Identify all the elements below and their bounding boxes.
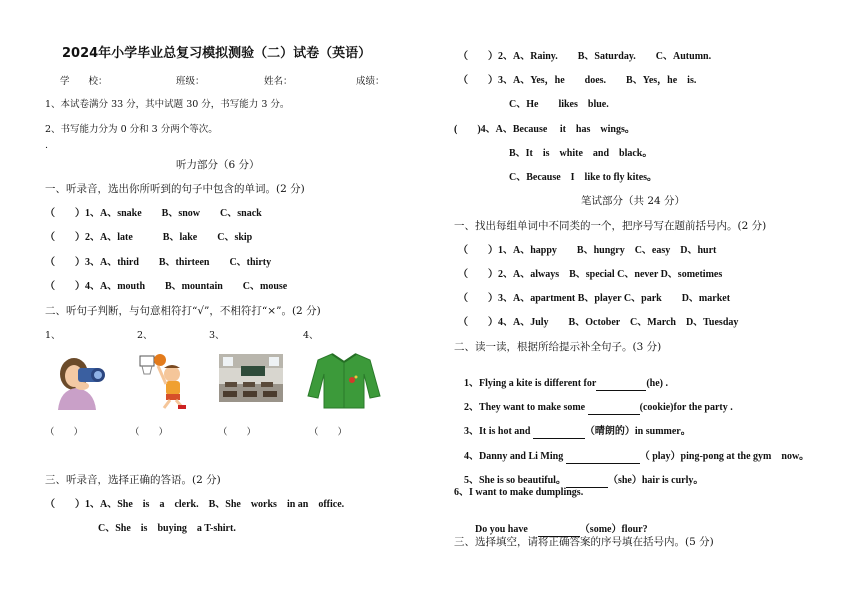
green-sweater-image	[306, 352, 382, 410]
sentence-text: 5、She is so beautiful。	[464, 475, 566, 486]
picture-number: 1、	[45, 330, 61, 341]
name-label: 姓名：	[264, 76, 293, 87]
listening-q3-item: （ ）1、A、She is a clerk. B、She works in an office.	[45, 499, 345, 510]
class-label: 班级：	[176, 76, 205, 87]
listening-q1-title: 一、听录音，选出你所听到的句子中包含的单词。(2 分)	[45, 183, 305, 195]
listening-q3-item-option: C、She is buying a T-shirt.	[98, 523, 236, 534]
listening-q3-option: C、Because I like to fly kites。	[509, 172, 658, 183]
listening-q3-title: 三、听录音，选择正确的答语。(2 分)	[45, 474, 221, 486]
writing-q1-item: （ ）2、A、always B、special C、never D、sometimes	[458, 269, 723, 280]
writing-q1-item: （ ）1、A、happy B、hungry C、easy D、hurt	[458, 245, 717, 256]
sentence-hint: (he) .	[646, 378, 668, 389]
sentence-text: 3、It is hot and	[464, 426, 533, 437]
sentence-hint: （ play）ping-pong at the gym now。	[639, 451, 810, 462]
answer-bracket[interactable]: （ ）	[309, 427, 348, 438]
writing-q1-item: （ ）3、A、apartment B、player C、park D、market	[458, 293, 731, 304]
answer-blank[interactable]	[533, 426, 585, 439]
sentence-text: 1、Flying a kite is different for	[464, 378, 597, 389]
picture-number: 3、	[209, 330, 225, 341]
sentence-hint: （she）hair is curly。	[607, 475, 704, 486]
answer-bracket[interactable]: （ ）	[45, 427, 84, 438]
answer-bracket[interactable]: （ ）	[218, 427, 257, 438]
classroom-image	[219, 354, 283, 402]
note-1: 1、本试卷满分 33 分，其中试题 30 分，书写能力 3 分。	[45, 99, 290, 110]
sentence-text: 2、They want to make some	[464, 402, 588, 413]
answer-bracket[interactable]: （ ）	[130, 427, 169, 438]
listening-q3-item: ( )4、A、Because it has wings。	[454, 124, 635, 135]
camera-person-image	[54, 352, 109, 410]
listening-q1-item: （ ）2、A、late B、lake C、skip	[45, 232, 253, 243]
listening-q1-item: （ ）3、A、third B、thirteen C、thirty	[45, 257, 272, 268]
note-2: 2、书写能力分为 0 分和 3 分两个等次。	[45, 124, 218, 135]
writing-q2-title: 二、读一读，根据所给提示补全句子。(3 分)	[454, 341, 662, 353]
writing-q3-title: 三、选择填空，请将正确答案的序号填在括号内。(5 分)	[454, 536, 714, 548]
picture-number: 2、	[137, 330, 153, 341]
listening-q3-item: （ ）3、A、Yes，he does. B、Yes，he is.	[458, 75, 697, 86]
sentence-hint: （晴朗的）in summer。	[584, 426, 691, 437]
listening-q3-item: （ ）2、A、Rainy. B、Saturday. C、Autumn.	[458, 51, 712, 62]
listening-q1-item: （ ）1、A、snake B、snow C、snack	[45, 208, 262, 219]
exam-title: 2024年小学毕业总复习模拟测验（二）试卷（英语）	[62, 46, 372, 61]
fill-sentence-6: 6、I want to make dumplings.	[454, 487, 584, 498]
listening-q3-option: B、It is white and black。	[509, 148, 653, 159]
school-label: 学 校：	[60, 76, 108, 87]
sentence-text: 4、Danny and Li Ming	[464, 451, 566, 462]
sentence-text: Do you have	[475, 524, 538, 535]
writing-section-title: 笔试部分（共 24 分）	[581, 195, 686, 207]
basketball-boy-image	[138, 352, 200, 410]
note-3: .	[45, 140, 49, 151]
score-label: 成绩：	[356, 76, 385, 87]
listening-q1-item: （ ）4、A、mouth B、mountain C、mouse	[45, 281, 288, 292]
sentence-hint: （some）flour?	[579, 524, 648, 535]
sentence-hint: (cookie)for the party .	[639, 402, 733, 413]
listening-q3-option: C、He likes blue.	[509, 99, 609, 110]
listening-q2-title: 二、听句子判断，与句意相符打“√”，不相符打“×”。(2 分)	[45, 305, 321, 317]
listening-section-title: 听力部分（6 分）	[176, 159, 260, 171]
writing-q1-title: 一、找出每组单词中不同类的一个，把序号写在题前括号内。(2 分)	[454, 220, 767, 232]
right-column	[430, 0, 860, 595]
writing-q1-item: （ ）4、A、July B、October C、March D、Tuesday	[458, 317, 739, 328]
picture-number: 4、	[303, 330, 319, 341]
